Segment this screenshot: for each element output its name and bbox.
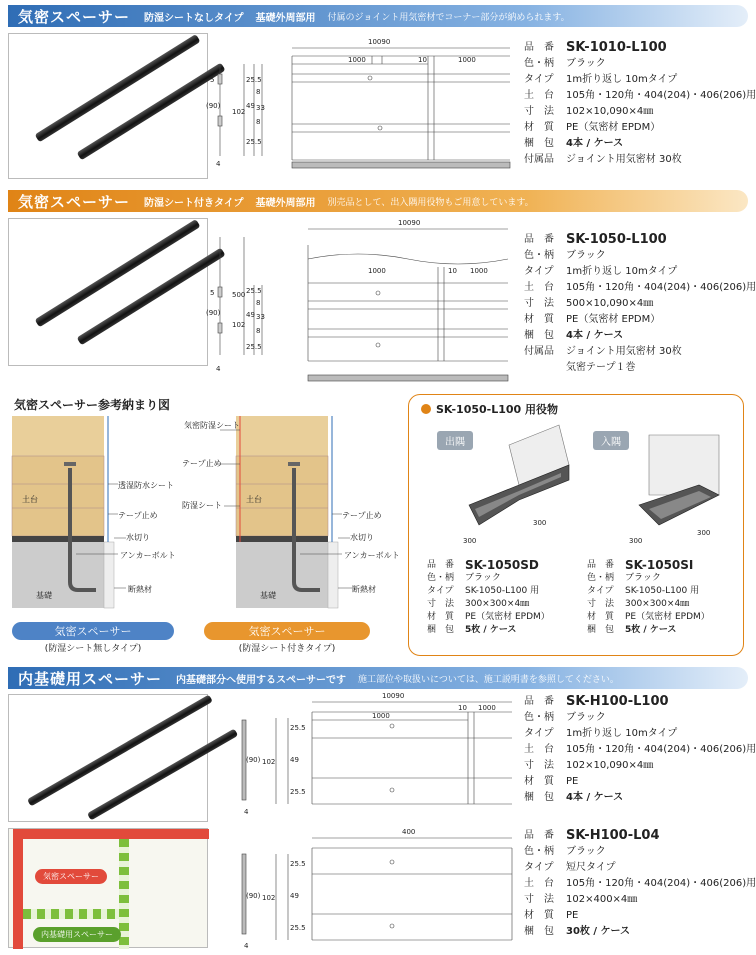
section-title: 気密スペーサー [18,192,131,211]
section-header-1 [8,5,748,27]
dim-h1: 25.5 [290,860,306,868]
product-photo-3 [8,694,208,822]
dim-h1: 25.5 [290,724,306,732]
label-anchor: アンカーボルト [120,551,176,560]
spec-row [524,726,756,742]
dim-h3: 25.5 [246,138,262,146]
spec-key: 材 質 [524,776,554,787]
spec-value: PE（気密材 EPDM） [566,122,661,133]
spec-value: 1m折り返し 10mタイプ [566,74,678,85]
section-title: 気密スペーサー [18,7,131,26]
section-subtitle: 基礎外周部用 [255,12,316,24]
dim-w: 4 [244,808,249,816]
spec-value: 4本 / ケース [566,330,624,341]
spec-key: 品 番 [587,560,615,570]
spec-value: ブラック [566,846,606,857]
spec-value: 気密テープ１巻 [566,362,636,373]
spec-row [524,758,756,774]
dim-seg2: 1000 [470,267,488,275]
spec-row [524,344,756,360]
label-sheet: 透湿防水シート [118,481,174,490]
spec-row [427,598,550,611]
spec-key: 土 台 [524,90,554,101]
label-dodai-r: 土台 [246,495,262,504]
dim-h6: 8 [256,327,261,335]
section-subtitle: 基礎外周部用 [255,197,316,209]
spec-row [587,585,710,598]
section-title: 内基礎用スペーサー [18,669,163,688]
spec-row [524,790,756,806]
spec-key: 品 番 [524,234,554,245]
dim-b-in: 300 [697,529,711,537]
spec-value: SK-1050-L100 [566,232,667,247]
spec-row [524,694,756,710]
dimension-drawing-1 [208,34,518,182]
plan-label-kimitsu: 気密スペーサー [35,869,107,884]
spec-value: SK-1050-L100 用 [465,586,540,596]
spec-key: 材 質 [427,612,455,622]
spec-value: 5枚 / ケース [465,625,517,635]
label-dannetsu-r: 断熱材 [352,585,376,594]
spec-key: 土 台 [524,282,554,293]
label-mizukiri-r: 水切り [350,533,374,542]
spec-value: 300×300×4㎜ [465,599,530,609]
spec-row [524,120,756,136]
spec-row [524,892,756,908]
spec-value: SK-1050SD [465,558,539,572]
spec-row [587,572,710,585]
tag-inside-corner: 入隅 [593,431,629,450]
dim-seg2: 1000 [478,704,496,712]
spec-key: 付属品 [524,154,554,165]
dimension-drawing-3 [232,690,522,820]
spec-row [524,152,756,168]
spec-key: 梱 包 [524,926,554,937]
spec-key: 寸 法 [524,106,554,117]
dim-t: 5 [210,289,215,297]
dim-h2: 49 [246,102,255,110]
spec-key: 梱 包 [524,138,554,149]
dim-h5: 33 [256,313,265,321]
spec-row [587,611,710,624]
spec-row [427,611,550,624]
dim-gap: 10 [418,56,427,64]
spec-value: PE（気密材 EPDM） [625,612,710,622]
dim-h6: 8 [256,118,261,126]
accessory-title [421,401,558,417]
accessory-box [408,394,744,656]
spec-row [524,104,756,120]
dim-all: 102 [262,758,276,766]
label-dodai: 土台 [22,495,38,504]
dim-a: 300 [463,537,477,545]
section-header-3 [8,667,748,689]
spec-key: タイプ [524,266,554,277]
spec-value: PE（気密材 EPDM） [465,612,550,622]
pill-left: 気密スペーサー [12,622,174,640]
spec-key: 品 番 [524,42,554,53]
spec-key: 色・柄 [587,573,615,583]
spec-row [524,828,756,844]
dim-h3: 25.5 [246,343,262,351]
section-subtitle: 内基礎部分へ使用するスペーサーです [176,674,347,686]
spec-value: 105角・120角・404(204)・406(206)用 [566,90,756,101]
spec-value: SK-1050SI [625,558,694,572]
spec-value: ジョイント用気密材 30枚 [566,346,682,357]
product-photo-2 [8,218,208,366]
section-note: 施工部位や取扱いについては、施工説明書を参照してください。 [358,674,619,685]
spec-row [427,585,550,598]
spec-key: 土 台 [524,744,554,755]
dim-h1: 25.5 [246,76,262,84]
plan-label-inner: 内基礎用スペーサー [33,927,121,942]
spec-key: タイプ [524,74,554,85]
dim-total: 10090 [368,38,391,46]
section-note: 付属のジョイント用気密材でコーナー部分が納められます。 [327,12,570,23]
spec-value: PE [566,910,579,921]
dim-all: 102 [262,894,276,902]
diagram-title: 気密スペーサー参考納まり図 [14,398,171,412]
spec-key: 品 番 [427,560,455,570]
dim-all: 102 [232,321,246,329]
spec-value: SK-1010-L100 [566,40,667,55]
product-photo-1 [8,33,208,179]
spec-key: タイプ [524,862,554,873]
dim-h4: 8 [256,88,261,96]
spec-value: ブラック [566,58,606,69]
floor-plan [8,828,208,948]
spec-row [524,876,756,892]
spec-key: 材 質 [524,314,554,325]
dim-h2: 49 [290,756,299,764]
label-kimitsu: 気密防湿シート [184,421,240,430]
spec-value: 105角・120角・404(204)・406(206)用 [566,878,756,889]
dim-w: 4 [216,365,221,373]
spec-value: ブラック [625,573,661,583]
spec-row [524,924,756,940]
spec-value: 300×300×4㎜ [625,599,690,609]
spec-key: 色・柄 [524,712,554,723]
spec-row [524,742,756,758]
dim-seg: 1000 [368,267,386,275]
spec-key [524,360,564,376]
spec-row [524,328,756,344]
spec-row [524,844,756,860]
spec-row [587,598,710,611]
spec-value: 1m折り返し 10mタイプ [566,728,678,739]
spec-key: 品 番 [524,696,554,707]
dim-seg: 1000 [348,56,366,64]
label-dannetsu: 断熱材 [128,585,152,594]
dimension-drawing-2 [208,215,518,390]
spec-value: 105角・120角・404(204)・406(206)用 [566,744,756,755]
section-note: 別売品として、出入隅用役物もご用意しています。 [327,197,534,208]
spec-row [524,280,756,296]
dim-seg: 1000 [372,712,390,720]
spec-key: 寸 法 [524,298,554,309]
dim-gap: 10 [458,704,467,712]
spec-key: 色・柄 [524,58,554,69]
dim-big: 500 [232,291,246,299]
spec-key: 色・柄 [427,573,455,583]
spec-value: ブラック [566,712,606,723]
spec-row [587,624,710,637]
label-kiso-r: 基礎 [260,591,276,600]
section-subtitle: 防湿シートなしタイプ [144,12,244,24]
spec-row [524,72,756,88]
spec-row [524,248,756,264]
dim-all: 102 [232,108,246,116]
spec-table-3a [524,694,756,806]
dim-total: 10090 [382,692,405,700]
spec-row [427,559,550,572]
dimension-drawing-4 [232,826,522,950]
outside-corner-drawing [449,425,579,555]
spec-row [524,136,756,152]
pill-left-sub: (防湿シート無しタイプ) [44,644,142,654]
spec-key: 色・柄 [524,250,554,261]
spec-value: SK-H100-L100 [566,694,669,709]
spec-value: 30枚 / ケース [566,926,631,937]
spec-key: 梱 包 [524,792,554,803]
spec-key: タイプ [587,586,614,596]
dim-b: 300 [533,519,547,527]
spec-key: 土 台 [524,878,554,889]
dim-h2: 49 [290,892,299,900]
spec-value: PE（気密材 EPDM） [566,314,661,325]
section-subtitle: 防湿シート付きタイプ [144,197,244,209]
spec-key: 寸 法 [524,894,554,905]
spec-sk-1050si [587,559,710,637]
spec-row [524,232,756,248]
spec-row [524,88,756,104]
dim-total: 400 [402,828,416,836]
label-mizukiri: 水切り [126,533,150,542]
spec-row [524,40,756,56]
accessory-title-text: SK-1050-L100 用役物 [436,403,559,416]
spec-value: SK-H100-L04 [566,828,660,843]
spec-key: 付属品 [524,346,554,357]
spec-value: 105角・120角・404(204)・406(206)用 [566,282,756,293]
spec-row [524,312,756,328]
tag-outside-corner: 出隅 [437,431,473,450]
spec-value: 102×10,090×4㎜ [566,760,654,771]
spec-value: 102×400×4㎜ [566,894,638,905]
spec-sk-1050sd [427,559,550,637]
spec-value: ジョイント用気密材 30枚 [566,154,682,165]
spec-table-3b [524,828,756,940]
spec-key: 寸 法 [427,599,455,609]
dim-w: 4 [244,942,249,950]
inside-corner-drawing [609,425,739,555]
spec-row [524,56,756,72]
spec-value: ブラック [566,250,606,261]
label-boshitsu: 防湿シート [182,501,222,510]
spec-key: タイプ [427,586,454,596]
spec-value: SK-1050-L100 用 [625,586,700,596]
dim-h4: 8 [256,299,261,307]
dim-h2: 49 [246,311,255,319]
bullet-dot-icon [421,404,431,414]
spec-row [524,710,756,726]
dim-gap: 10 [448,267,457,275]
spec-key: 寸 法 [587,599,615,609]
dim-inner: (90) [246,892,261,900]
spec-value: 短尺タイプ [566,862,616,873]
spec-table-1 [524,40,756,168]
spec-key: タイプ [524,728,554,739]
pill-right: 気密スペーサー [204,622,370,640]
spec-key: 品 番 [524,830,554,841]
spec-value: 4本 / ケース [566,138,624,149]
spec-value: PE [566,776,579,787]
spec-row [524,360,756,376]
installation-diagram [10,412,400,620]
dim-h3: 25.5 [290,788,306,796]
spec-key: 材 質 [524,122,554,133]
spec-key: 材 質 [587,612,615,622]
spec-value: 500×10,090×4㎜ [566,298,654,309]
spec-value: 5枚 / ケース [625,625,677,635]
dim-inner: (90) [246,756,261,764]
section-header-2 [8,190,748,212]
spec-key: 梱 包 [427,625,455,635]
label-anchor-r: アンカーボルト [344,551,400,560]
spec-row [524,264,756,280]
label-tape-r: テープ止め [342,511,382,520]
spec-key: 寸 法 [524,760,554,771]
spec-row [427,624,550,637]
spec-value: 102×10,090×4㎜ [566,106,654,117]
spec-row [524,774,756,790]
label-kiso: 基礎 [36,591,52,600]
spec-value: ブラック [465,573,501,583]
spec-value: 1m折り返し 10mタイプ [566,266,678,277]
label-tape-top: テープ止め [182,459,222,468]
dim-a-in: 300 [629,537,643,545]
spec-value: 4本 / ケース [566,792,624,803]
dim-h5: 33 [256,104,265,112]
dim-h1: 25.5 [246,287,262,295]
spec-table-2 [524,232,756,376]
label-tape: テープ止め [118,511,158,520]
spec-row [427,572,550,585]
dim-h3: 25.5 [290,924,306,932]
spec-key: 色・柄 [524,846,554,857]
spec-key: 梱 包 [524,330,554,341]
spec-row [587,559,710,572]
spec-row [524,908,756,924]
spec-key: 梱 包 [587,625,615,635]
spec-key: 材 質 [524,910,554,921]
dim-inner: (90) [206,102,221,110]
dim-inner: (90) [206,309,221,317]
dim-w: 4 [216,160,221,168]
pill-right-sub: (防湿シート付きタイプ) [238,644,336,654]
dim-seg2: 1000 [458,56,476,64]
spec-row [524,296,756,312]
spec-row [524,860,756,876]
dim-t: 5 [210,76,215,84]
dim-total: 10090 [398,219,421,227]
